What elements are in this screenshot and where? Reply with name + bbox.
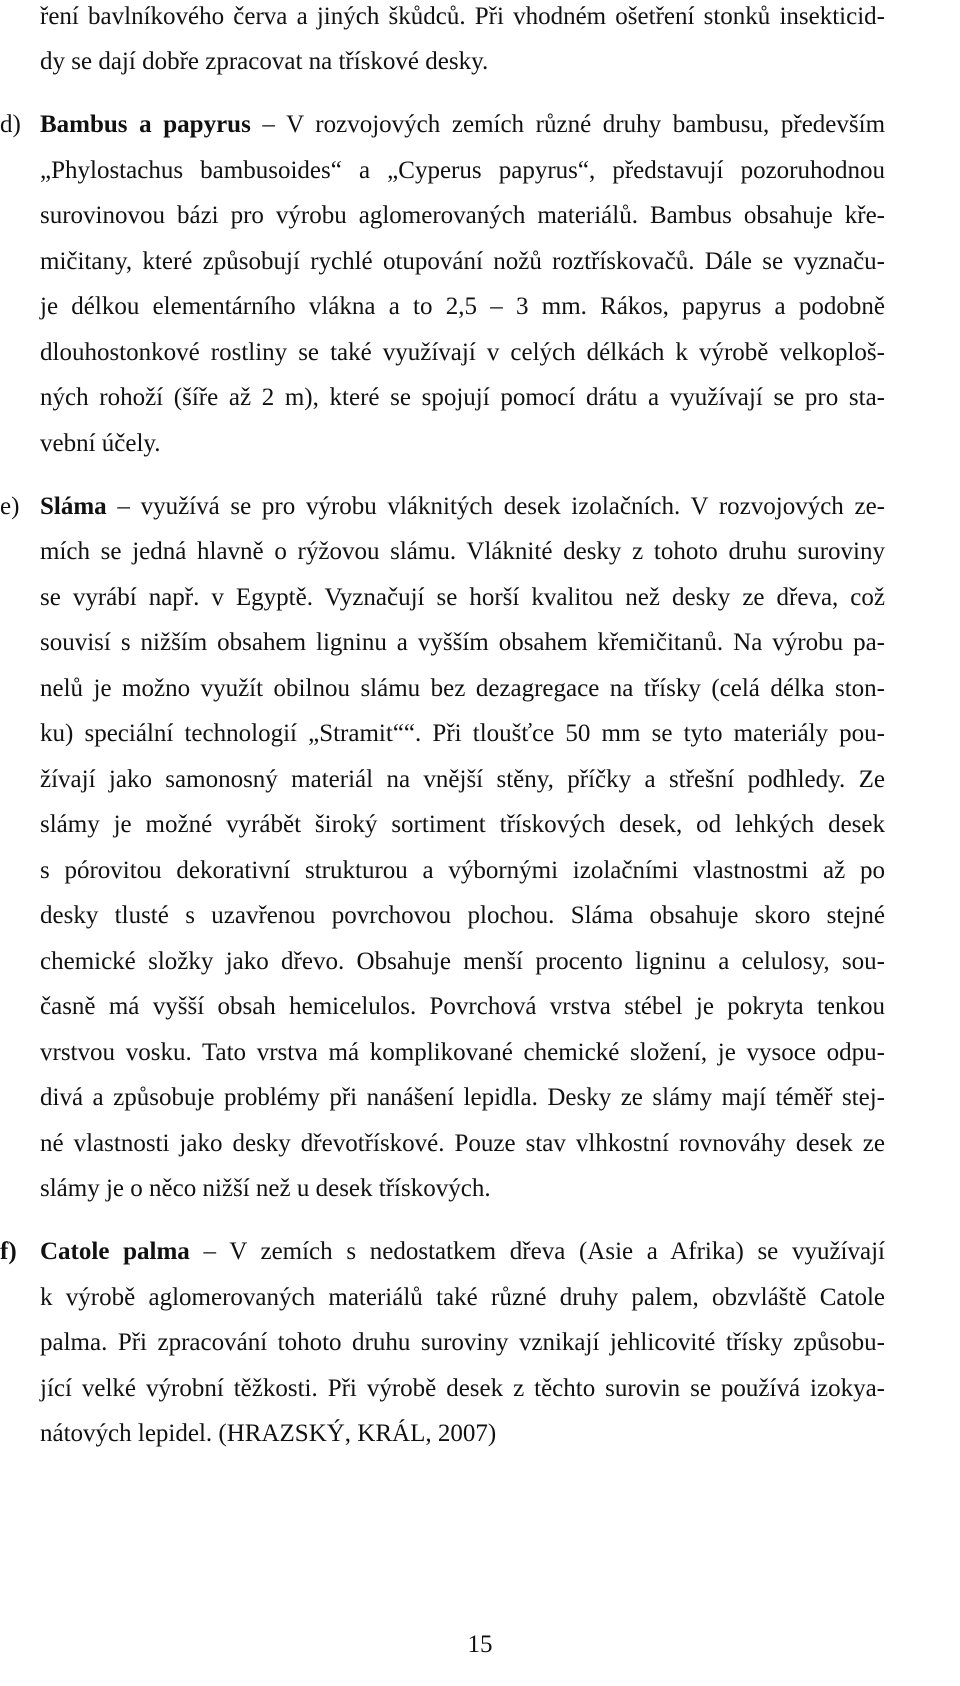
text-line: palma. Při zpracování tohoto druhu suroviny vznikají jehlicovité třísky způsobu-: [40, 1329, 885, 1356]
text-line: vební účely.: [40, 430, 161, 457]
text-line: nelů je možno využít obilnou slámu bez dezagregace na třísky (celá délka ston-: [40, 675, 885, 702]
text-line: mích se jedná hlavně o rýžovou slámu. Vláknité desky z tohoto druhu suroviny: [40, 538, 885, 565]
text-line: souvisí s nižším obsahem ligninu a vyšším obsahem křemičitanů. Na výrobu pa-: [40, 629, 885, 656]
text-line: jící velké výrobní těžkosti. Při výrobě desek z těchto surovin se používá izokya-: [40, 1375, 885, 1402]
text-line: ření bavlníkového červa a jiných škůdců. Při vhodném ošetření stonků insekticid-: [40, 3, 885, 30]
text-line: časně má vyšší obsah hemicelulos. Povrchová vrstva stébel je pokryta tenkou: [40, 993, 885, 1020]
text-line: nátových lepidel. (HRAZSKÝ, KRÁL, 2007): [40, 1420, 497, 1447]
text-line: né vlastnosti jako desky dřevotřískové. Pouze stav vlhkostní rovnováhy desek ze: [40, 1130, 885, 1157]
text-line: slámy je o něco nižší než u desek třískových.: [40, 1175, 491, 1202]
text-line: ných rohoží (šíře až 2 m), které se spojují pomocí drátu a využívají se pro sta-: [40, 384, 885, 411]
text-line: žívají jako samonosný materiál na vnější stěny, příčky a střešní podhledy. Ze: [40, 766, 885, 793]
text-line: vrstvou vosku. Tato vrstva má komplikované chemické složení, je vysoce odpu-: [40, 1039, 885, 1066]
text-line: „Phylostachus bambusoides“ a „Cyperus papyrus“, představují pozoruhodnou: [40, 157, 885, 184]
text-line: – V zemích s nedostatkem dřeva (Asie a Afrika) se využívají: [189, 1238, 885, 1265]
term-slama: Sláma: [40, 493, 107, 520]
text-line: k výrobě aglomerovaných materiálů také různé druhy palem, obzvláště Catole: [40, 1284, 885, 1311]
text-line: mičitany, které způsobují rychlé otupování nožů roztřískovačů. Dále se vyznaču-: [40, 248, 885, 275]
section-f-first-line: [40, 1237, 885, 1267]
section-d-first-line: [40, 110, 885, 140]
list-marker-f: [0, 1237, 17, 1267]
text-line: se vyrábí např. v Egyptě. Vyznačují se horší kvalitou než desky ze dřeva, což: [40, 584, 885, 611]
text-line: chemické složky jako dřevo. Obsahuje menší procento ligninu a celulosy, sou-: [40, 948, 885, 975]
text-line: surovinovou bázi pro výrobu aglomerovaných materiálů. Bambus obsahuje kře-: [40, 202, 885, 229]
text-line: je délkou elementárního vlákna a to 2,5 – 3 mm. Rákos, papyrus a podobně: [40, 293, 885, 320]
text-line: desky tlusté s uzavřenou povrchovou plochou. Sláma obsahuje skoro stejné: [40, 902, 885, 929]
text-line: divá a způsobuje problémy při nanášení lepidla. Desky ze slámy mají téměř stej-: [40, 1084, 885, 1111]
text-line: ku) speciální technologií „Stramit““. Při tloušťce 50 mm se tyto materiály pou-: [40, 720, 885, 747]
page-number: 15: [467, 1631, 493, 1658]
text-line: – využívá se pro výrobu vláknitých desek izolačních. V rozvojových ze-: [106, 493, 885, 520]
list-marker-d: d): [0, 111, 21, 138]
term-catole-palma: Catole palma: [40, 1238, 190, 1265]
text-line: dy se dají dobře zpracovat na třískové desky.: [40, 48, 489, 75]
text-line: – V rozvojových zemích různé druhy bambusu, především: [250, 111, 886, 138]
text-line: slámy je možné vyrábět široký sortiment třískových desek, od lehkých desek: [40, 811, 885, 838]
text-line: s pórovitou dekorativní strukturou a výbornými izolačními vlastnostmi až po: [40, 857, 885, 884]
list-marker-e: e): [0, 493, 20, 520]
section-e-first-line: [40, 492, 885, 522]
text-line: dlouhostonkové rostliny se také využívají v celých délkách k výrobě velkoploš-: [40, 339, 885, 366]
list-marker-f-label: f): [0, 1238, 17, 1265]
term-bambus-a-papyrus: Bambus a papyrus: [40, 111, 251, 138]
